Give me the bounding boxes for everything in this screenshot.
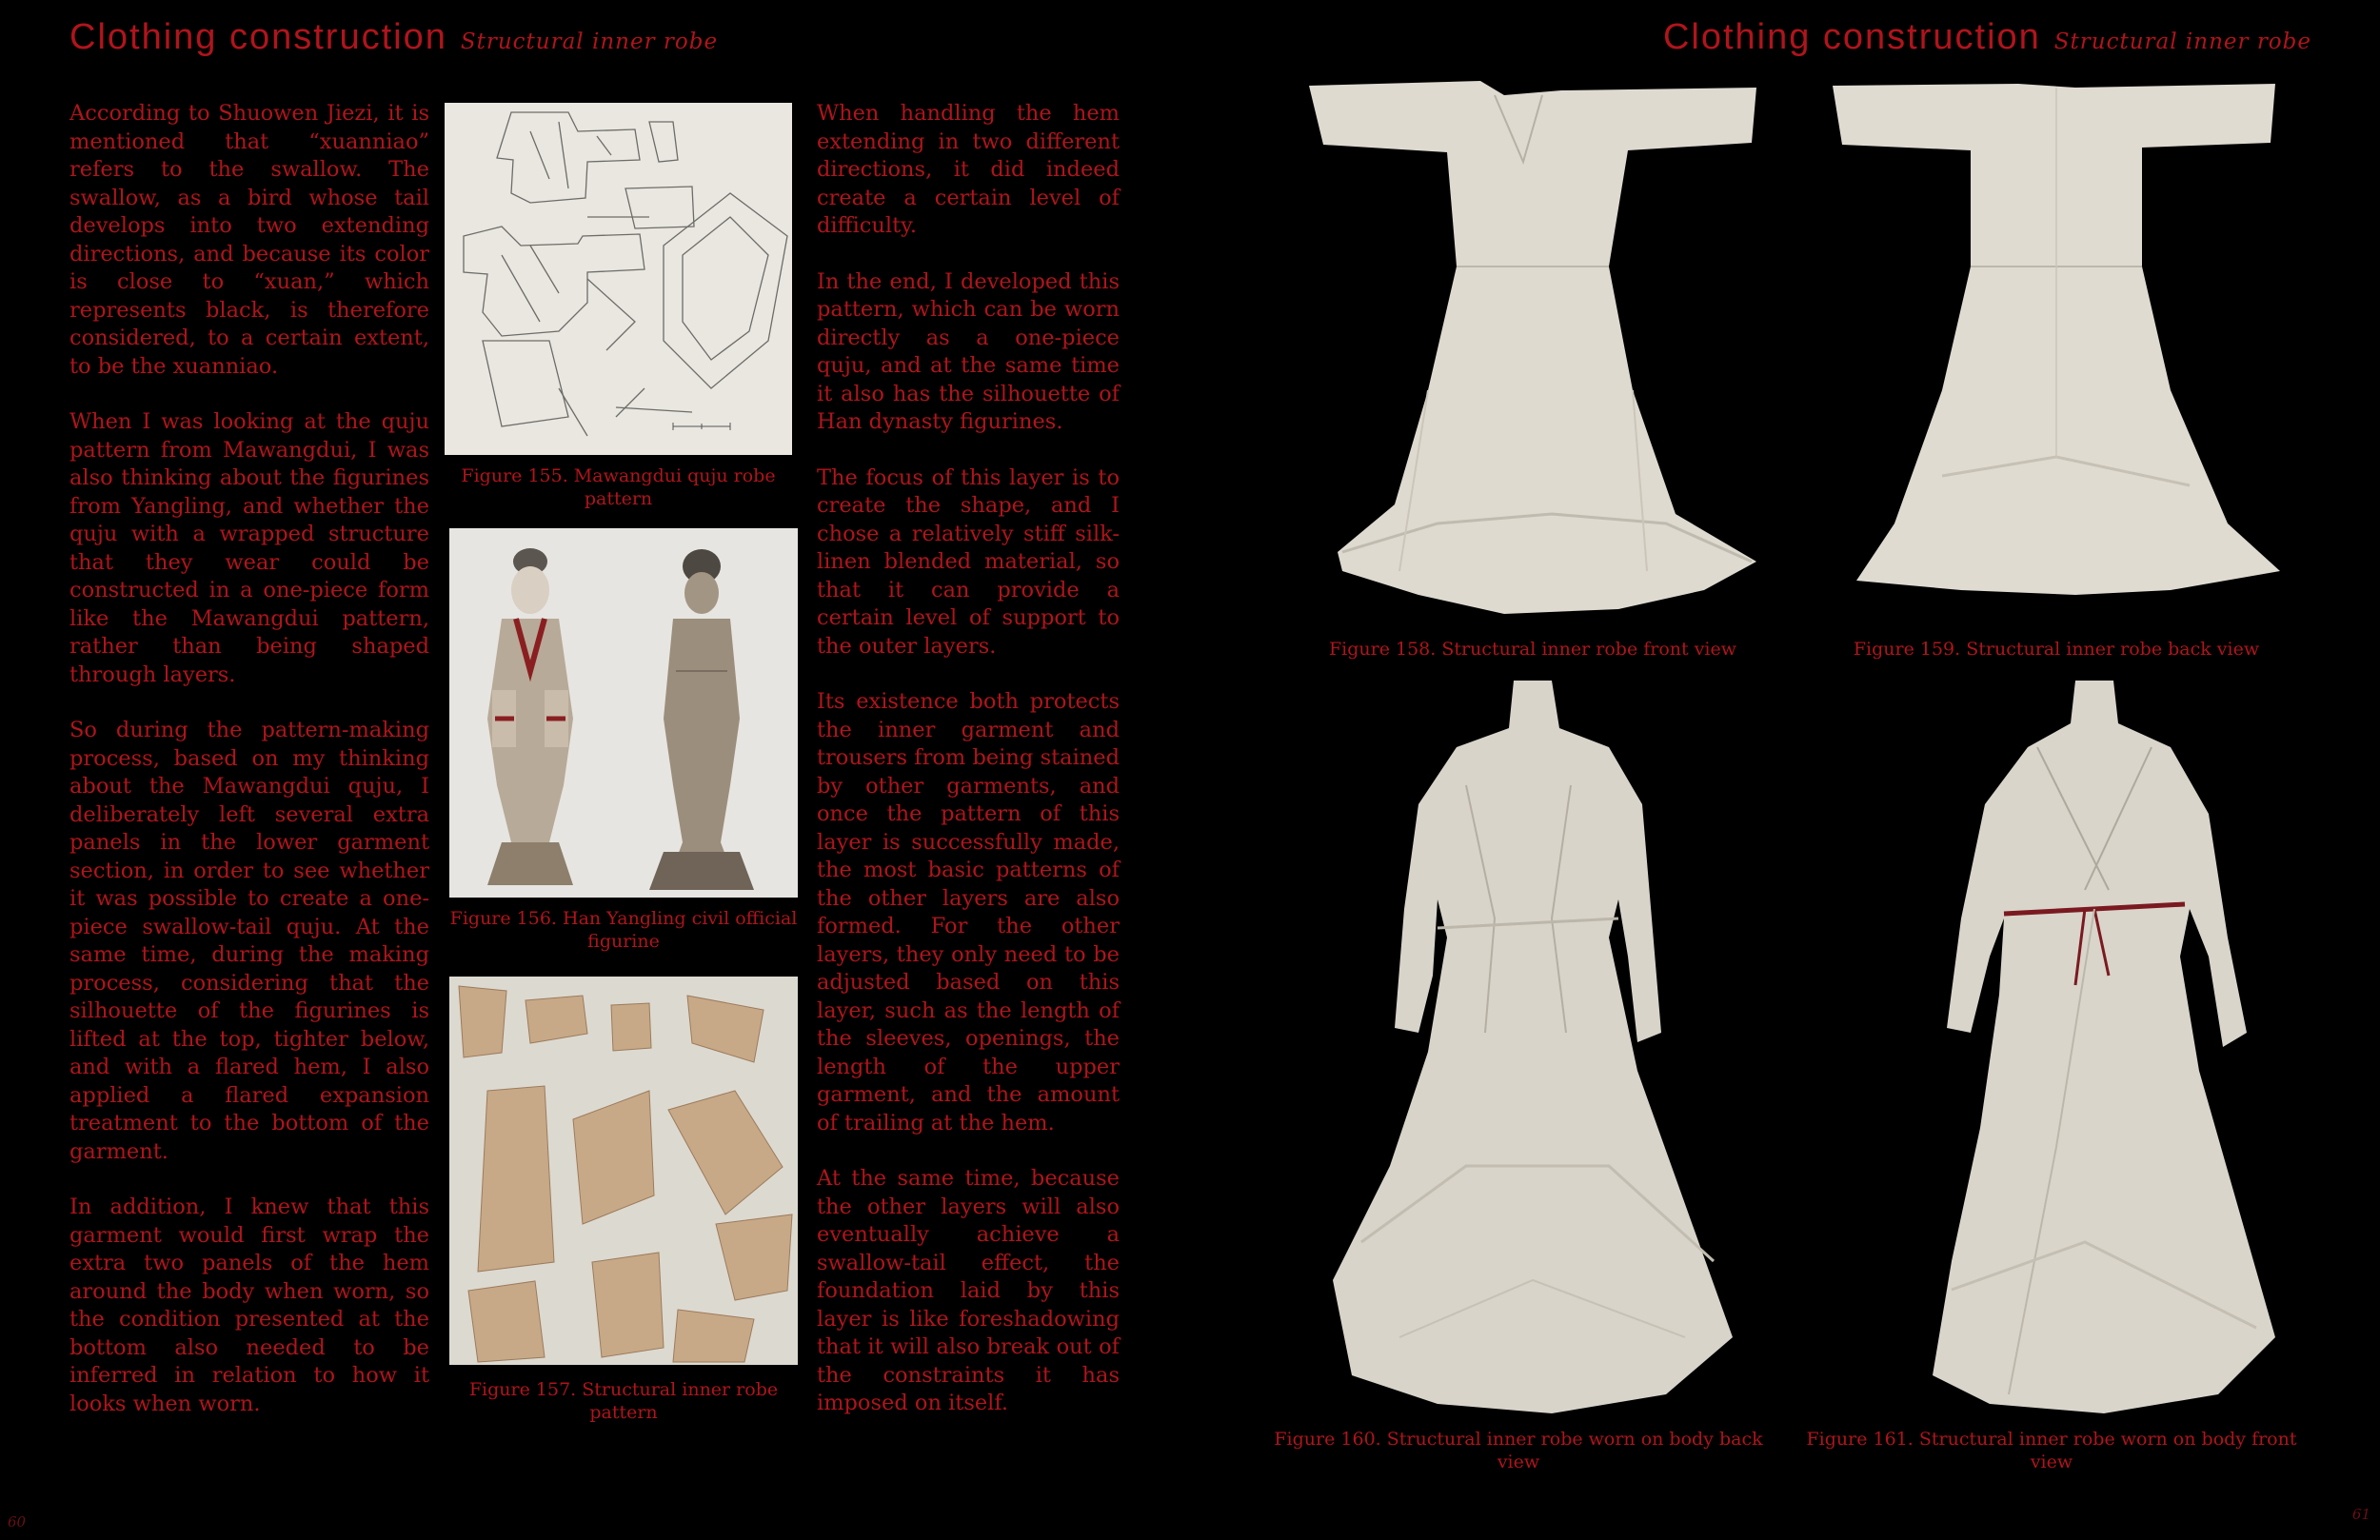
paragraph: The focus of this layer is to create the shape, and I chose a relatively stiff silk-linen blended material, so that it can provide a certain level of support to the outer layers.	[817, 464, 1120, 659]
paragraph: According to Shuowen Jiezi, it is mentioned that “xuanniao” refers to the swallow. The swallow, as a bird whose tail develops into two extending directions, and because its color is close to “xuan,” which represents black, is therefore considered, to a certain extent, to be the xuanniao.	[69, 101, 429, 379]
figure-159-caption: Figure 159. Structural inner robe back view	[1853, 639, 2260, 660]
paragraph: Its existence both protects the inner garment and trousers from being stained by other garments, and once the pattern of this layer is successfully made, the most basic patterns of the other layers are also formed. For the other layers, they only need to be adjusted based on this layer, such as the length of the sleeves, openings, the length of the upper garment, and the amount of trailing at the hem.	[817, 689, 1120, 1135]
paragraph: In addition, I knew that this garment would first wrap the extra two panels of the hem around the body when worn, so the condition presented at the bottom also needed to be inferred in relation to how it looks when worn.	[69, 1194, 429, 1416]
paragraph: In the end, I developed this pattern, which can be worn directly as a one-piece quju, and at the same time it also has the silhouette of Han dynasty figurines.	[817, 268, 1120, 434]
figure-157-image	[449, 977, 798, 1365]
figure-158-image	[1304, 76, 1761, 628]
left-page-header	[69, 17, 718, 58]
left-text-column	[69, 100, 429, 1446]
paragraph: When handling the hem extending in two different directions, it did indeed create a certain level of difficulty.	[817, 101, 1120, 238]
figure-156-caption: Figure 156. Han Yangling civil official figurine	[449, 908, 798, 952]
figure-160-caption: Figure 160. Structural inner robe worn on body back view	[1274, 1429, 1763, 1472]
figure-157-caption: Figure 157. Structural inner robe pattern	[468, 1379, 779, 1423]
figure-161-caption: Figure 161. Structural inner robe worn on body front view	[1806, 1429, 2297, 1472]
figure-156-image	[449, 528, 798, 898]
paragraph: At the same time, because the other layers will also eventually achieve a swallow-tail effect, the foundation laid by this layer is like foreshadowing that it will also break out of the constraints it has imposed on itself.	[817, 1166, 1120, 1415]
figure-155-caption: Figure 155. Mawangdui quju robe pattern	[461, 465, 776, 509]
right-page-number: 61	[2351, 1506, 2370, 1523]
left-page-subtitle: Structural inner robe	[460, 30, 719, 54]
right-page-header	[1663, 17, 2311, 58]
right-page-subtitle: Structural inner robe	[2053, 30, 2311, 54]
left-page-title: Clothing construction	[69, 17, 447, 57]
right-page-title: Clothing construction	[1662, 17, 2041, 57]
figure-155-image	[445, 103, 792, 455]
middle-text-column	[817, 100, 1120, 1446]
figure-159-image	[1828, 76, 2285, 609]
figure-158-caption: Figure 158. Structural inner robe front view	[1328, 639, 1737, 660]
figure-160-image	[1323, 671, 1742, 1418]
figure-161-image	[1894, 671, 2294, 1418]
paragraph: When I was looking at the quju pattern from Mawangdui, I was also thinking about the figurines from Yangling, and whether the quju with a wrapped structure that they wear could be constructed in a one-piece form like the Mawangdui pattern, rather than being shaped through layers.	[69, 409, 429, 687]
left-page-number: 60	[8, 1513, 27, 1530]
paragraph: So during the pattern-making process, based on my thinking about the Mawangdui quju, I deliberately left several extra panels in the lower garment section, in order to see whether it was possible to create a one-piece swallow-tail quju. At the same time, during the making process, considering that the silhouette of the figurines is lifted at the top, tighter below, and with a flared hem, I also applied a flared expansion treatment to the bottom of the garment.	[69, 718, 429, 1164]
